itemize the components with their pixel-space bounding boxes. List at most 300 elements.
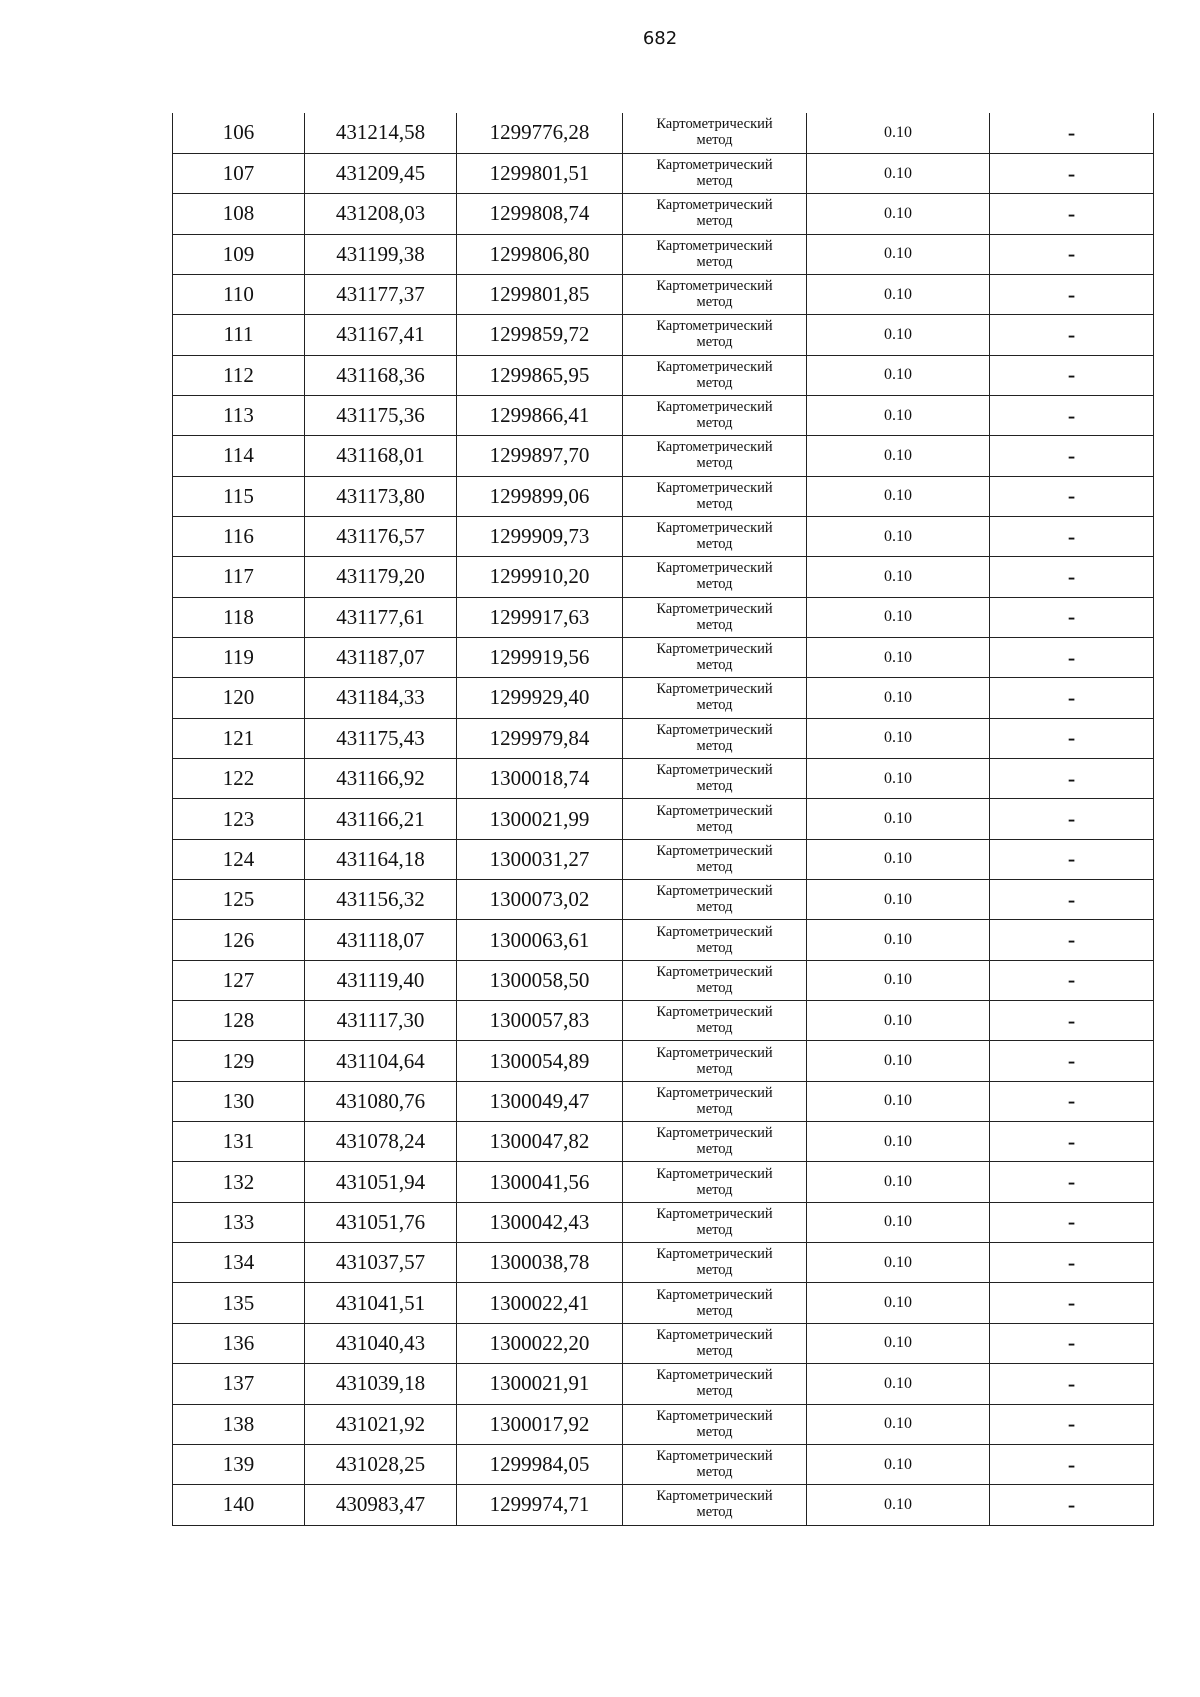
table-row <box>173 1283 1154 1323</box>
method-cell <box>623 1444 807 1484</box>
table-row <box>173 1323 1154 1363</box>
method-line-1: Картометрический <box>656 1326 773 1343</box>
accuracy-cell: 0.10 <box>807 436 990 476</box>
note-cell: - <box>990 1001 1154 1041</box>
method-cell <box>623 1001 807 1041</box>
method-line-2: метод <box>696 899 733 916</box>
point-number-cell: 113 <box>173 395 305 435</box>
method-line-1: Картометрический <box>656 1448 773 1465</box>
x-coordinate-cell: 431199,38 <box>305 234 457 274</box>
x-coordinate-cell: 431209,45 <box>305 153 457 193</box>
point-number-cell: 110 <box>173 274 305 314</box>
method-line-1: Картометрический <box>656 681 773 698</box>
point-number-cell: 130 <box>173 1081 305 1121</box>
method-line-1: Картометрический <box>656 641 773 658</box>
table-row <box>173 153 1154 193</box>
accuracy-cell: 0.10 <box>807 678 990 718</box>
method-line-2: метод <box>696 939 733 956</box>
point-number-cell: 122 <box>173 759 305 799</box>
point-number-cell: 108 <box>173 194 305 234</box>
y-coordinate-cell: 1300022,20 <box>457 1323 623 1363</box>
method-cell <box>623 1283 807 1323</box>
table-row <box>173 1444 1154 1484</box>
table-row <box>173 678 1154 718</box>
method-line-2: метод <box>696 132 733 149</box>
accuracy-cell: 0.10 <box>807 880 990 920</box>
note-cell: - <box>990 678 1154 718</box>
method-line-1: Картометрический <box>656 600 773 617</box>
x-coordinate-cell: 431214,58 <box>305 113 457 153</box>
method-line-2: метод <box>696 213 733 230</box>
note-cell: - <box>990 1485 1154 1525</box>
method-cell <box>623 880 807 920</box>
table-row <box>173 920 1154 960</box>
accuracy-cell: 0.10 <box>807 718 990 758</box>
method-line-2: метод <box>696 1464 733 1481</box>
method-cell <box>623 759 807 799</box>
method-line-1: Картометрический <box>656 399 773 416</box>
x-coordinate-cell: 431167,41 <box>305 315 457 355</box>
method-line-1: Картометрический <box>656 520 773 537</box>
y-coordinate-cell: 1299974,71 <box>457 1485 623 1525</box>
point-number-cell: 125 <box>173 880 305 920</box>
method-line-1: Картометрический <box>656 923 773 940</box>
x-coordinate-cell: 431039,18 <box>305 1364 457 1404</box>
method-line-2: метод <box>696 1141 733 1158</box>
method-line-2: метод <box>696 818 733 835</box>
y-coordinate-cell: 1300031,27 <box>457 839 623 879</box>
x-coordinate-cell: 431177,61 <box>305 597 457 637</box>
method-cell <box>623 1122 807 1162</box>
method-cell <box>623 920 807 960</box>
table-row <box>173 799 1154 839</box>
accuracy-cell: 0.10 <box>807 113 990 153</box>
method-cell <box>623 1041 807 1081</box>
method-line-2: метод <box>696 576 733 593</box>
accuracy-cell: 0.10 <box>807 1202 990 1242</box>
method-line-1: Картометрический <box>656 1488 773 1505</box>
note-cell: - <box>990 839 1154 879</box>
table-row <box>173 1001 1154 1041</box>
method-line-1: Картометрический <box>656 1125 773 1142</box>
method-line-2: метод <box>696 1020 733 1037</box>
method-line-1: Картометрический <box>656 278 773 295</box>
accuracy-cell: 0.10 <box>807 1323 990 1363</box>
y-coordinate-cell: 1300049,47 <box>457 1081 623 1121</box>
table-row <box>173 557 1154 597</box>
x-coordinate-cell: 431078,24 <box>305 1122 457 1162</box>
x-coordinate-cell: 431037,57 <box>305 1243 457 1283</box>
method-cell <box>623 476 807 516</box>
method-line-2: метод <box>696 858 733 875</box>
x-coordinate-cell: 431179,20 <box>305 557 457 597</box>
y-coordinate-cell: 1300038,78 <box>457 1243 623 1283</box>
y-coordinate-cell: 1299808,74 <box>457 194 623 234</box>
method-line-2: метод <box>696 1302 733 1319</box>
method-line-2: метод <box>696 737 733 754</box>
note-cell: - <box>990 1081 1154 1121</box>
y-coordinate-cell: 1299866,41 <box>457 395 623 435</box>
method-cell <box>623 234 807 274</box>
note-cell: - <box>990 113 1154 153</box>
accuracy-cell: 0.10 <box>807 1364 990 1404</box>
point-number-cell: 133 <box>173 1202 305 1242</box>
y-coordinate-cell: 1300073,02 <box>457 880 623 920</box>
point-number-cell: 135 <box>173 1283 305 1323</box>
point-number-cell: 107 <box>173 153 305 193</box>
table-row <box>173 194 1154 234</box>
y-coordinate-cell: 1299979,84 <box>457 718 623 758</box>
y-coordinate-cell: 1299859,72 <box>457 315 623 355</box>
table-row <box>173 960 1154 1000</box>
method-line-1: Картометрический <box>656 439 773 456</box>
method-line-1: Картометрический <box>656 1044 773 1061</box>
point-number-cell: 109 <box>173 234 305 274</box>
accuracy-cell: 0.10 <box>807 1444 990 1484</box>
x-coordinate-cell: 431040,43 <box>305 1323 457 1363</box>
method-cell <box>623 113 807 153</box>
method-line-1: Картометрический <box>656 116 773 133</box>
method-line-2: метод <box>696 455 733 472</box>
note-cell: - <box>990 557 1154 597</box>
accuracy-cell: 0.10 <box>807 153 990 193</box>
x-coordinate-cell: 431208,03 <box>305 194 457 234</box>
method-line-1: Картометрический <box>656 1004 773 1021</box>
note-cell: - <box>990 718 1154 758</box>
note-cell: - <box>990 1364 1154 1404</box>
x-coordinate-cell: 431104,64 <box>305 1041 457 1081</box>
accuracy-cell: 0.10 <box>807 194 990 234</box>
table-row <box>173 637 1154 677</box>
method-cell <box>623 799 807 839</box>
point-number-cell: 106 <box>173 113 305 153</box>
point-number-cell: 126 <box>173 920 305 960</box>
accuracy-cell: 0.10 <box>807 759 990 799</box>
accuracy-cell: 0.10 <box>807 799 990 839</box>
table-row <box>173 839 1154 879</box>
table-row <box>173 718 1154 758</box>
method-line-1: Картометрический <box>656 1084 773 1101</box>
method-cell <box>623 597 807 637</box>
point-number-cell: 119 <box>173 637 305 677</box>
x-coordinate-cell: 431177,37 <box>305 274 457 314</box>
point-number-cell: 129 <box>173 1041 305 1081</box>
method-line-2: метод <box>696 1342 733 1359</box>
y-coordinate-cell: 1299865,95 <box>457 355 623 395</box>
note-cell: - <box>990 315 1154 355</box>
method-cell <box>623 1243 807 1283</box>
x-coordinate-cell: 431173,80 <box>305 476 457 516</box>
method-line-1: Картометрический <box>656 842 773 859</box>
method-line-2: метод <box>696 1262 733 1279</box>
accuracy-cell: 0.10 <box>807 1162 990 1202</box>
method-cell <box>623 274 807 314</box>
coordinates-table-body <box>173 113 1154 1525</box>
method-line-1: Картометрический <box>656 358 773 375</box>
x-coordinate-cell: 431175,43 <box>305 718 457 758</box>
accuracy-cell: 0.10 <box>807 839 990 879</box>
y-coordinate-cell: 1300063,61 <box>457 920 623 960</box>
accuracy-cell: 0.10 <box>807 315 990 355</box>
x-coordinate-cell: 431080,76 <box>305 1081 457 1121</box>
method-line-2: метод <box>696 657 733 674</box>
method-line-2: метод <box>696 1383 733 1400</box>
method-line-2: метод <box>696 173 733 190</box>
accuracy-cell: 0.10 <box>807 1001 990 1041</box>
table-row <box>173 1404 1154 1444</box>
note-cell: - <box>990 880 1154 920</box>
y-coordinate-cell: 1300018,74 <box>457 759 623 799</box>
point-number-cell: 138 <box>173 1404 305 1444</box>
y-coordinate-cell: 1299917,63 <box>457 597 623 637</box>
method-cell <box>623 315 807 355</box>
method-line-1: Картометрический <box>656 1367 773 1384</box>
accuracy-cell: 0.10 <box>807 597 990 637</box>
accuracy-cell: 0.10 <box>807 920 990 960</box>
point-number-cell: 124 <box>173 839 305 879</box>
method-line-2: метод <box>696 495 733 512</box>
note-cell: - <box>990 960 1154 1000</box>
accuracy-cell: 0.10 <box>807 1485 990 1525</box>
method-cell <box>623 395 807 435</box>
table-row <box>173 113 1154 153</box>
note-cell: - <box>990 637 1154 677</box>
method-line-2: метод <box>696 1060 733 1077</box>
table-row <box>173 597 1154 637</box>
note-cell: - <box>990 759 1154 799</box>
method-line-2: метод <box>696 616 733 633</box>
x-coordinate-cell: 431175,36 <box>305 395 457 435</box>
accuracy-cell: 0.10 <box>807 274 990 314</box>
table-row <box>173 1243 1154 1283</box>
method-line-2: метод <box>696 294 733 311</box>
y-coordinate-cell: 1299910,20 <box>457 557 623 597</box>
method-line-1: Картометрический <box>656 963 773 980</box>
y-coordinate-cell: 1299801,85 <box>457 274 623 314</box>
table-row <box>173 1364 1154 1404</box>
note-cell: - <box>990 234 1154 274</box>
accuracy-cell: 0.10 <box>807 476 990 516</box>
x-coordinate-cell: 431118,07 <box>305 920 457 960</box>
y-coordinate-cell: 1299919,56 <box>457 637 623 677</box>
point-number-cell: 114 <box>173 436 305 476</box>
method-cell <box>623 678 807 718</box>
x-coordinate-cell: 431117,30 <box>305 1001 457 1041</box>
method-line-1: Картометрический <box>656 237 773 254</box>
method-line-1: Картометрический <box>656 762 773 779</box>
x-coordinate-cell: 431119,40 <box>305 960 457 1000</box>
method-line-2: метод <box>696 374 733 391</box>
table-row <box>173 476 1154 516</box>
note-cell: - <box>990 153 1154 193</box>
page-number: 682 <box>642 28 678 49</box>
method-line-1: Картометрический <box>656 318 773 335</box>
coordinates-table <box>172 113 1154 1526</box>
y-coordinate-cell: 1299984,05 <box>457 1444 623 1484</box>
y-coordinate-cell: 1299897,70 <box>457 436 623 476</box>
method-line-1: Картометрический <box>656 479 773 496</box>
accuracy-cell: 0.10 <box>807 1081 990 1121</box>
y-coordinate-cell: 1300058,50 <box>457 960 623 1000</box>
accuracy-cell: 0.10 <box>807 557 990 597</box>
x-coordinate-cell: 431051,76 <box>305 1202 457 1242</box>
y-coordinate-cell: 1300054,89 <box>457 1041 623 1081</box>
accuracy-cell: 0.10 <box>807 1122 990 1162</box>
x-coordinate-cell: 431166,92 <box>305 759 457 799</box>
point-number-cell: 121 <box>173 718 305 758</box>
accuracy-cell: 0.10 <box>807 355 990 395</box>
method-line-2: метод <box>696 1423 733 1440</box>
x-coordinate-cell: 430983,47 <box>305 1485 457 1525</box>
method-cell <box>623 355 807 395</box>
method-line-1: Картометрический <box>656 883 773 900</box>
method-cell <box>623 839 807 879</box>
method-cell <box>623 1485 807 1525</box>
method-line-2: метод <box>696 1181 733 1198</box>
x-coordinate-cell: 431176,57 <box>305 516 457 556</box>
y-coordinate-cell: 1300021,91 <box>457 1364 623 1404</box>
method-cell <box>623 1162 807 1202</box>
method-line-2: метод <box>696 1100 733 1117</box>
note-cell: - <box>990 436 1154 476</box>
point-number-cell: 115 <box>173 476 305 516</box>
y-coordinate-cell: 1299776,28 <box>457 113 623 153</box>
y-coordinate-cell: 1299806,80 <box>457 234 623 274</box>
method-line-2: метод <box>696 253 733 270</box>
y-coordinate-cell: 1300041,56 <box>457 1162 623 1202</box>
table-row <box>173 1485 1154 1525</box>
x-coordinate-cell: 431041,51 <box>305 1283 457 1323</box>
x-coordinate-cell: 431164,18 <box>305 839 457 879</box>
method-line-2: метод <box>696 536 733 553</box>
note-cell: - <box>990 1162 1154 1202</box>
method-cell <box>623 153 807 193</box>
method-cell <box>623 1323 807 1363</box>
method-line-1: Картометрический <box>656 197 773 214</box>
y-coordinate-cell: 1300017,92 <box>457 1404 623 1444</box>
point-number-cell: 140 <box>173 1485 305 1525</box>
point-number-cell: 139 <box>173 1444 305 1484</box>
accuracy-cell: 0.10 <box>807 637 990 677</box>
method-cell <box>623 960 807 1000</box>
accuracy-cell: 0.10 <box>807 516 990 556</box>
note-cell: - <box>990 1323 1154 1363</box>
note-cell: - <box>990 194 1154 234</box>
method-line-2: метод <box>696 415 733 432</box>
note-cell: - <box>990 1243 1154 1283</box>
note-cell: - <box>990 476 1154 516</box>
accuracy-cell: 0.10 <box>807 960 990 1000</box>
method-line-1: Картометрический <box>656 721 773 738</box>
method-cell <box>623 194 807 234</box>
y-coordinate-cell: 1300057,83 <box>457 1001 623 1041</box>
table-row <box>173 436 1154 476</box>
point-number-cell: 111 <box>173 315 305 355</box>
method-cell <box>623 516 807 556</box>
point-number-cell: 132 <box>173 1162 305 1202</box>
method-cell <box>623 436 807 476</box>
method-cell <box>623 718 807 758</box>
x-coordinate-cell: 431168,01 <box>305 436 457 476</box>
method-line-1: Картометрический <box>656 1205 773 1222</box>
method-line-1: Картометрический <box>656 560 773 577</box>
accuracy-cell: 0.10 <box>807 234 990 274</box>
point-number-cell: 117 <box>173 557 305 597</box>
point-number-cell: 112 <box>173 355 305 395</box>
accuracy-cell: 0.10 <box>807 1041 990 1081</box>
y-coordinate-cell: 1300022,41 <box>457 1283 623 1323</box>
point-number-cell: 127 <box>173 960 305 1000</box>
y-coordinate-cell: 1300042,43 <box>457 1202 623 1242</box>
note-cell: - <box>990 274 1154 314</box>
x-coordinate-cell: 431028,25 <box>305 1444 457 1484</box>
method-line-1: Картометрический <box>656 157 773 174</box>
note-cell: - <box>990 355 1154 395</box>
y-coordinate-cell: 1299929,40 <box>457 678 623 718</box>
table-row <box>173 355 1154 395</box>
method-line-2: метод <box>696 979 733 996</box>
note-cell: - <box>990 1122 1154 1162</box>
method-cell <box>623 1364 807 1404</box>
method-line-1: Картометрический <box>656 1246 773 1263</box>
y-coordinate-cell: 1300047,82 <box>457 1122 623 1162</box>
x-coordinate-cell: 431184,33 <box>305 678 457 718</box>
y-coordinate-cell: 1299899,06 <box>457 476 623 516</box>
point-number-cell: 118 <box>173 597 305 637</box>
table-row <box>173 234 1154 274</box>
table-row <box>173 1081 1154 1121</box>
point-number-cell: 128 <box>173 1001 305 1041</box>
y-coordinate-cell: 1299801,51 <box>457 153 623 193</box>
y-coordinate-cell: 1299909,73 <box>457 516 623 556</box>
x-coordinate-cell: 431156,32 <box>305 880 457 920</box>
note-cell: - <box>990 1202 1154 1242</box>
point-number-cell: 136 <box>173 1323 305 1363</box>
note-cell: - <box>990 1444 1154 1484</box>
method-cell <box>623 1081 807 1121</box>
point-number-cell: 116 <box>173 516 305 556</box>
table-row <box>173 1041 1154 1081</box>
method-line-1: Картометрический <box>656 1165 773 1182</box>
point-number-cell: 123 <box>173 799 305 839</box>
method-cell <box>623 557 807 597</box>
x-coordinate-cell: 431021,92 <box>305 1404 457 1444</box>
note-cell: - <box>990 799 1154 839</box>
table-row <box>173 1122 1154 1162</box>
table-row <box>173 395 1154 435</box>
x-coordinate-cell: 431166,21 <box>305 799 457 839</box>
accuracy-cell: 0.10 <box>807 1283 990 1323</box>
x-coordinate-cell: 431168,36 <box>305 355 457 395</box>
table-row <box>173 880 1154 920</box>
table-row <box>173 1162 1154 1202</box>
method-cell <box>623 1202 807 1242</box>
accuracy-cell: 0.10 <box>807 1404 990 1444</box>
method-cell <box>623 1404 807 1444</box>
table-row <box>173 274 1154 314</box>
x-coordinate-cell: 431051,94 <box>305 1162 457 1202</box>
table-row <box>173 516 1154 556</box>
note-cell: - <box>990 597 1154 637</box>
method-line-1: Картометрический <box>656 802 773 819</box>
note-cell: - <box>990 1041 1154 1081</box>
table-row <box>173 315 1154 355</box>
method-cell <box>623 637 807 677</box>
method-line-2: метод <box>696 1504 733 1521</box>
table-row <box>173 1202 1154 1242</box>
table-row <box>173 759 1154 799</box>
note-cell: - <box>990 516 1154 556</box>
